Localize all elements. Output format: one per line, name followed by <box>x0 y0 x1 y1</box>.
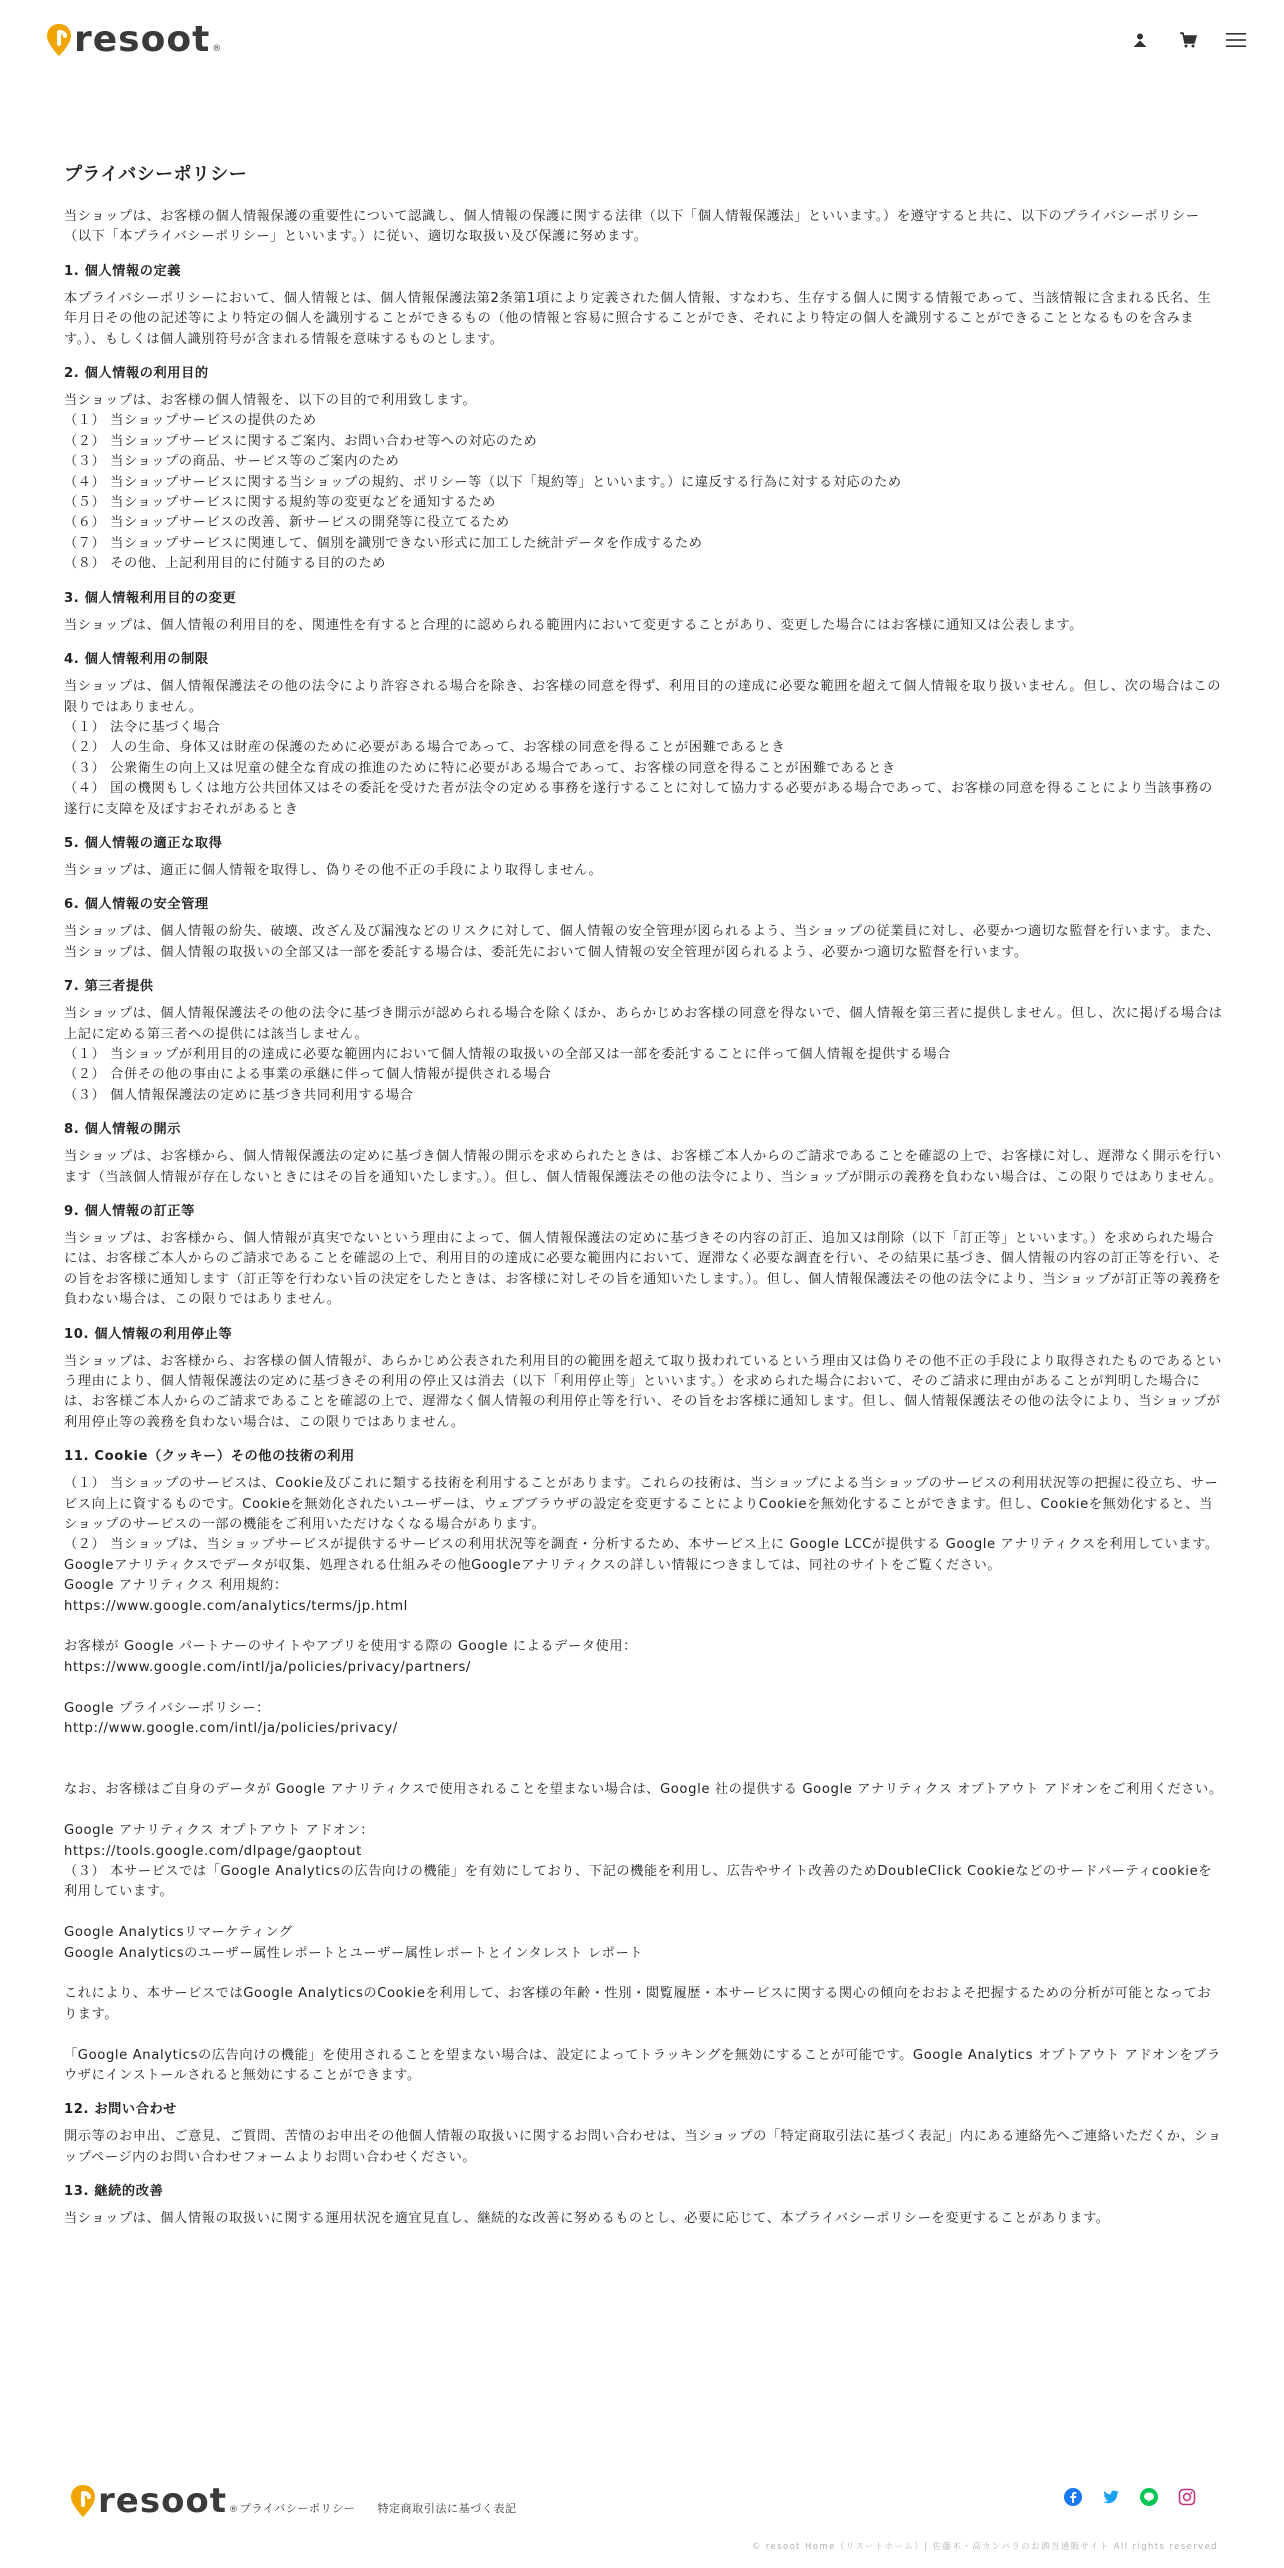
site-logo[interactable] <box>46 19 222 60</box>
section-third-party <box>64 977 1224 1106</box>
spacer <box>64 1903 1224 1923</box>
list-item: （４） 当ショップサービスに関する当ショップの規約、ポリシー等（以下「規約等」といいます。）に違反する行為に対する対応のため <box>64 474 902 490</box>
facebook-icon[interactable] <box>1064 2488 1082 2506</box>
section-contact <box>64 2100 1224 2168</box>
section-definition <box>64 262 1224 350</box>
section-heading: 11. Cookie（クッキー）その他の技術の利用 <box>64 1449 355 1465</box>
section-correction <box>64 1202 1224 1311</box>
section-text: 当ショップは、お客様から、個人情報保護法の定めに基づき個人情報の開示を求められたときは、お客様ご本人からのご請求であることを確認の上で、お客様に対し、遅滞なく開示を行います（当該個人情報が存在しないときにはその旨を通知いたします。）。但し、個人情報保護法その他の法令により、当ショップが開示の義務を負わない場合は、この限りではありません。 <box>64 1149 1223 1185</box>
section-text: 当ショップは、個人情報の取扱いに関する運用状況を適宜見直し、継続的な改善に努めるものとし、必要に応じて、本プライバシーポリシーを変更することがあります。 <box>64 2211 1110 2227</box>
footer-link-tokushoho[interactable]: 特定商取引法に基づく表記 <box>377 2502 517 2515</box>
privacy-link[interactable]: http://www.google.com/intl/ja/policies/privacy/ <box>64 1721 398 1737</box>
page-title: プライバシーポリシー <box>64 164 248 185</box>
optout-label: Google アナリティクス オプトアウト アドオン： <box>64 1823 375 1839</box>
section-purpose-change <box>64 589 1224 636</box>
footer-links <box>240 2500 539 2516</box>
spacer <box>64 2025 1224 2045</box>
optout-text: なお、お客様はご自身のデータが Google アナリティクスで使用されることを望まない場合は、Google 社の提供する Google アナリティクス オプトアウト アドオンをご利用ください。 <box>64 1782 1223 1798</box>
section-text: 当ショップは、お客様から、お客様の個人情報が、あらかじめ公表された利用目的の範囲を超えて取り扱われているという理由又は偽りその他不正の手段により取得されたものであるという理由により、個人情報保護法の定めに基づきその利用の停止又は消去（以下「利用停止等」といいます。）を求められた場合において、そのご請求に理由があることが判明した場合には、お客様ご本人からのご請求であることを確認の上で、遅滞なく個人情報の利用停止等を行い、その旨をお客様に通知します。但し、個人情報保護法その他の法令により、当ショップが利用停止等の義務を負わない場合は、この限りではありません。 <box>64 1353 1222 1430</box>
list-item: （７） 当ショップサービスに関連して、個別を識別できない形式に加工した統計データを作成するため <box>64 535 703 551</box>
terms-label: Google アナリティクス 利用規約： <box>64 1578 288 1594</box>
logo-pin-icon <box>70 2484 96 2518</box>
menu-icon[interactable] <box>1224 28 1248 52</box>
list-item: （２） 人の生命、身体又は財産の保護のために必要がある場合であって、お客様の同意を得ることが困難であるとき <box>64 740 786 756</box>
section-text: 当ショップは、個人情報の紛失、破壊、改ざん及び漏洩などのリスクに対して、個人情報の安全管理が図られるよう、当ショップの従業員に対し、必要かつ適切な監督を行います。また、当ショップは、個人情報の取扱いの全部又は一部を委託する場合は、委託先において個人情報の安全管理が図られるよう、必要かつ適切な監督を行います。 <box>64 924 1221 960</box>
section-disclosure <box>64 1120 1224 1188</box>
site-footer <box>0 2470 1284 2568</box>
third-party-list <box>64 1045 1224 1106</box>
section-text: 当ショップは、適正に個人情報を取得し、偽りその他不正の手段により取得しません。 <box>64 862 603 878</box>
partners-link[interactable]: https://www.google.com/intl/ja/policies/privacy/partners/ <box>64 1659 471 1675</box>
section-heading: 3. 個人情報利用目的の変更 <box>64 590 237 606</box>
feature-demographics: Google Analyticsのユーザー属性レポートとユーザー属性レポートとインタレスト レポート <box>64 1945 644 1961</box>
line-icon[interactable] <box>1140 2488 1158 2506</box>
instagram-icon[interactable] <box>1178 2488 1196 2506</box>
section-text: 開示等のお申出、ご意見、ご質問、苦情のお申出その他個人情報の取扱いに関するお問い合わせは、当ショップの「特定商取引法に基づく表記」内にある連絡先へご連絡いただくか、ショップページ内のお問い合わせフォームよりお問い合わせください。 <box>64 2129 1222 2165</box>
user-icon[interactable] <box>1128 28 1152 52</box>
list-item: （６） 当ショップサービスの改善、新サービスの開発等に役立てるため <box>64 515 510 531</box>
copyright: © resoot Home（リスートホーム）| 佐藤木・高カンパラのお酒当通販サイト All rights reserved <box>751 2542 1218 2552</box>
section-heading: 13. 継続的改善 <box>64 2184 164 2200</box>
section-heading: 7. 第三者提供 <box>64 979 154 995</box>
list-item: （２） 合併その他の事由による事業の承継に伴って個人情報が提供される場合 <box>64 1067 552 1083</box>
twitter-icon[interactable] <box>1102 2488 1120 2506</box>
section-heading: 8. 個人情報の開示 <box>64 1122 182 1138</box>
list-item: （１） 当ショップサービスの提供のため <box>64 413 317 429</box>
spacer <box>64 1964 1224 1984</box>
feature-remarketing: Google Analyticsリマーケティング <box>64 1925 293 1941</box>
analysis-text: これにより、本サービスではGoogle AnalyticsのCookieを利用して、お客様の年齢・性別・閲覧履歴・本サービスに関する関心の傾向をおおよそ把握するための分析が可能となっております。 <box>64 1986 1212 2022</box>
list-item: （２） 当ショップサービスに関するご案内、お問い合わせ等への対応のため <box>64 433 538 449</box>
section-acquisition <box>64 834 1224 881</box>
intro-text: 当ショップは、お客様の個人情報保護の重要性について認識し、個人情報の保護に関する法律（以下「個人情報保護法」といいます。）を遵守すると共に、以下のプライバシーポリシー（以下「本プライバシーポリシー」といいます。）に従い、適切な取扱い及び保護に努めます。 <box>64 209 1200 245</box>
section-heading: 6. 個人情報の安全管理 <box>64 897 209 913</box>
cookie-paragraph-3: （３） 本サービスでは「Google Analyticsの広告向けの機能」を有効にしており、下記の機能を利用し、広告やサイト改善のためDoubleClick Cookieなどのサードパーティcookieを利用しています。 <box>64 1863 1213 1900</box>
list-item: （１） 法令に基づく場合 <box>64 719 221 735</box>
logo-registered-mark: ® <box>212 44 222 54</box>
section-heading: 2. 個人情報の利用目的 <box>64 366 209 382</box>
section-suspension <box>64 1325 1224 1434</box>
list-item: （３） 個人情報保護法の定めに基づき共同利用する場合 <box>64 1087 414 1103</box>
cookie-paragraph-1: （１） 当ショップのサービスは、Cookie及びこれに類する技術を利用することがあります。これらの技術は、当ショップによる当ショップのサービスの利用状況等の把握に役立ち、サービス向上に資するものです。Cookieを無効化されたいユーザーは、ウェブブラウザの設定を変更することによりCookieを無効化することができます。但し、Cookieを無効化すると、当ショップのサービスの一部の機能をご利用いただけなくなる場合があります。 <box>64 1476 1219 1533</box>
list-item: （５） 当ショップサービスに関する規約等の変更などを通知するため <box>64 495 496 511</box>
logo-text: resoot <box>74 19 211 60</box>
section-security <box>64 895 1224 963</box>
section-text: 当ショップは、お客様から、個人情報が真実でないという理由によって、個人情報保護法の定めに基づきその内容の訂正、追加又は削除（以下「訂正等」といいます。）を求められた場合には、お客様ご本人からのご請求であることを確認の上で、利用目的の達成に必要な範囲内において、遅滞なく必要な調査を行い、その結果に基づき、個人情報の内容の訂正等を行い、その旨をお客様に通知します（訂正等を行わない旨の決定をしたときは、お客様に対しその旨を通知いたします。）。但し、個人情報保護法その他の法令により、当ショップが訂正等の義務を負わない場合は、この限りではありません。 <box>64 1231 1222 1308</box>
footer-link-privacy[interactable]: プライバシーポリシー <box>240 2502 356 2515</box>
spacer <box>64 1740 1224 1781</box>
policy-content <box>64 162 1224 2230</box>
logo-pin-icon <box>46 23 72 57</box>
list-item: （４） 国の機関もしくは地方公共団体又はその委託を受けた者が法令の定める事務を遂行することに対して協力する必要がある場合であって、お客様の同意を得ることにより当該事務の遂行に支障を及ぼすおそれがあるとき <box>64 781 1213 817</box>
section-heading: 9. 個人情報の訂正等 <box>64 1204 195 1219</box>
section-heading: 4. 個人情報利用の制限 <box>64 652 209 668</box>
section-use-restriction <box>64 650 1224 820</box>
section-lead: 当ショップは、個人情報保護法その他の法令に基づき開示が認められる場合を除くほか、あらかじめお客様の同意を得ないで、個人情報を第三者に提供しません。但し、次に掲げる場合は上記に定める第三者への提供には該当しません。 <box>64 1006 1223 1042</box>
footer-registered-mark: ® <box>229 2505 239 2515</box>
social-links <box>1044 2488 1196 2506</box>
spacer <box>64 1801 1224 1821</box>
list-item: （３） 公衆衛生の向上又は児童の健全な育成の推進のために特に必要がある場合であって、お客様の同意を得ることが困難であるとき <box>64 760 896 776</box>
section-text: 本プライバシーポリシーにおいて、個人情報とは、個人情報保護法第2条第1項により定義された個人情報、すなわち、生存する個人に関する情報であって、当該情報に含まれる氏名、生年月日その他の記述等により特定の個人を識別することができるもの（他の情報と容易に照合することができ、それにより特定の個人を識別することができることとなるものを含みます。）、もしくは個人識別符号が含まれる情報を意味するものとします。 <box>64 290 1212 347</box>
section-heading: 10. 個人情報の利用停止等 <box>64 1326 233 1342</box>
section-improvement <box>64 2182 1224 2229</box>
section-lead: 当ショップは、お客様の個人情報を、以下の目的で利用致します。 <box>64 393 477 409</box>
section-heading: 1. 個人情報の定義 <box>64 263 182 279</box>
optout-link[interactable]: https://tools.google.com/dlpage/gaoptout <box>64 1843 362 1859</box>
disable-text: 「Google Analyticsの広告向けの機能」を使用されることを望まない場合は、設定によってトラッキングを無効にすることが可能です。Google Analytics オプトアウト アドオンをブラウザにインストールされると無効にすることができます。 <box>64 2047 1221 2083</box>
cart-icon[interactable] <box>1176 28 1200 52</box>
section-lead: 当ショップは、個人情報保護法その他の法令により許容される場合を除き、お客様の同意を得ず、利用目的の達成に必要な範囲を超えて個人情報を取り扱いません。但し、次の場合はこの限りではありません。 <box>64 679 1222 715</box>
footer-logo[interactable] <box>70 2481 239 2521</box>
cookie-paragraph-2: （２） 当ショップは、当ショップサービスが提供するサービスの利用状況等を調査・分析するため、本サービス上に Google LCCが提供する Google アナリティクスを利用しています。Googleアナリティクスでデータが収集、処理される仕組みその他Googleアナリティクスの詳しい情報につきましては、同社のサイトをご覧ください。 <box>64 1537 1219 1573</box>
section-cookie <box>64 1447 1224 2086</box>
section-purpose <box>64 364 1224 575</box>
spacer <box>64 1678 1224 1698</box>
section-heading: 12. お問い合わせ <box>64 2102 178 2118</box>
section-text: 当ショップは、個人情報の利用目的を、関連性を有すると合理的に認められる範囲内において変更することがあり、変更した場合にはお客様に通知又は公表します。 <box>64 617 1083 633</box>
list-item: （３） 当ショップの商品、サービス等のご案内のため <box>64 454 400 470</box>
partners-label: お客様が Google パートナーのサイトやアプリを使用する際の Google によるデータ使用： <box>64 1639 637 1655</box>
restriction-list <box>64 718 1224 820</box>
purpose-list <box>64 411 1224 574</box>
footer-logo-text: resoot <box>98 2481 228 2521</box>
list-item: （８） その他、上記利用目的に付随する目的のため <box>64 556 386 572</box>
spacer <box>64 1617 1224 1637</box>
header-icons <box>1104 28 1248 52</box>
section-heading: 5. 個人情報の適正な取得 <box>64 835 223 851</box>
site-header <box>0 0 1284 90</box>
privacy-label: Google プライバシーポリシー： <box>64 1700 270 1716</box>
terms-link[interactable]: https://www.google.com/analytics/terms/jp.html <box>64 1598 408 1614</box>
list-item: （１） 当ショップが利用目的の達成に必要な範囲内において個人情報の取扱いの全部又は一部を委託することに伴って個人情報を提供する場合 <box>64 1046 951 1062</box>
